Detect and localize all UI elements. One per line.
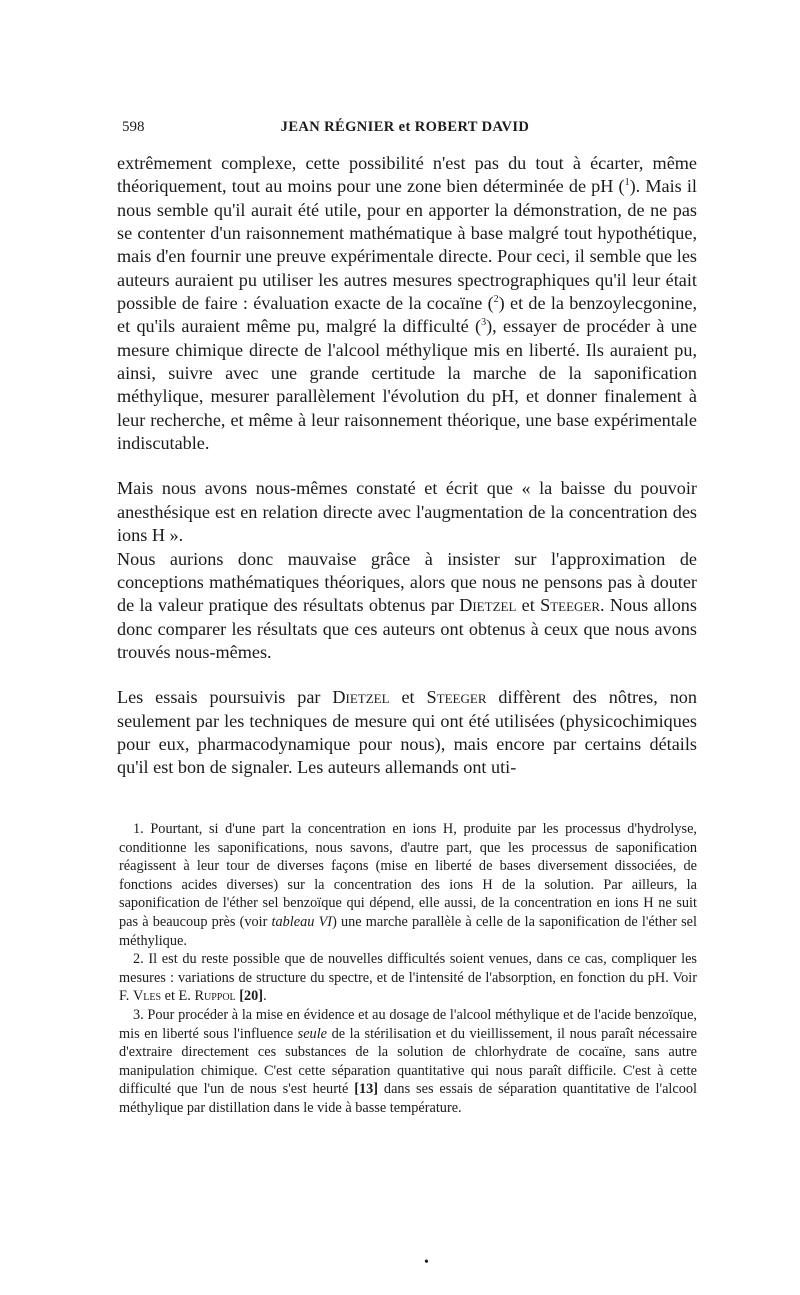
- footnote-2: [119, 950, 697, 1006]
- fn3-text-c: dans ses essais de séparation quantitative de l'alcool méthylique par distillation dans le vide à basse température.: [119, 1081, 697, 1116]
- footnote-1: [119, 820, 697, 950]
- author-name: Vles: [132, 988, 162, 1005]
- fn3-text-b: de la stérilisation et du vieillissement, il nous paraît nécessaire d'extraire directement ces substances de la solution de chlorhydrate de cocaïne, sans autre manipulation chimique. C'est cette séparation quantitative qui nous paraît difficile. C'est à cette difficulté que l'un de nous s'est heurté: [119, 1025, 697, 1098]
- fn3-emphasis: seule: [297, 1025, 328, 1042]
- p3-text-a: Nous aurions donc mauvaise grâce à insister sur l'approximation de conceptions mathématiques théoriques, alors que nous ne pensons pas à douter de la valeur pratique des résultats obtenus par: [117, 548, 697, 616]
- citation-ref: [13]: [354, 1081, 379, 1098]
- author-name: Dietzel: [332, 687, 390, 708]
- p4-text-a: Les essais poursuivis par: [117, 687, 333, 708]
- p1-text-a: extrêmement complexe, cette possibilité n'est pas du tout à écarter, même théoriquement, tout au moins pour une zone bien déterminée de pH (: [117, 153, 697, 197]
- main-text: [117, 152, 697, 780]
- paragraph-4: [117, 686, 697, 779]
- author-name: Ruppol: [194, 988, 236, 1005]
- author-name: Steeger: [426, 687, 487, 708]
- fn1-table-ref: tableau VI: [271, 913, 333, 930]
- fn2-text-b: .: [263, 988, 267, 1005]
- fn2-mid: et E.: [161, 988, 195, 1005]
- p3-text-b: . Nous allons donc comparer les résultats que ces auteurs ont obtenus à ceux que nous avons trouvés nous-mêmes.: [117, 595, 697, 662]
- footnote-ref-3: 3: [481, 317, 487, 329]
- author-name: Dietzel: [459, 595, 517, 616]
- footnote-3: [119, 1006, 697, 1118]
- running-header: [122, 119, 688, 143]
- footnote-ref-2: 2: [493, 294, 499, 305]
- paragraph-3: [117, 548, 697, 665]
- fn1-text-a: 1. Pourtant, si d'une part la concentration en ions H, produite par les processus d'hydrolyse, conditionne les saponifications, nous savons, d'autre part, que les processus de saponification réagissent à leur tour de diverses façons (mise en liberté de bases diversement dissociées, de fonctions acides diverses) sur la concentration des ions H de la solution. Par ailleurs, la saponification de l'éther sel benzoïque qui dépend, elle aussi, de la concentration en ions H ne suit pas à beaucoup près (voir: [119, 821, 697, 930]
- p1-text-b: ). Mais il nous semble qu'il aurait été utile, pour en apporter la démonstration, de ne pas se contenter d'un raisonnement mathématique à base malgré tout hypothétique, mais d'en fournir une preuve expérimentale directe. Pour ceci, il semble que les auteurs auraient pu utiliser les autres mesures spectrographiques qu'il leur était possible de faire : évaluation exacte de la cocaïne (: [117, 176, 697, 314]
- fn3-text-a: 3. Pour procéder à la mise en évidence et au dosage de l'alcool méthylique et de l'acide benzoïque, mis en liberté sous l'influence: [119, 1006, 697, 1042]
- p3-and: et: [516, 595, 541, 616]
- running-title: JEAN RÉGNIER et ROBERT DAVID: [280, 119, 530, 135]
- fn2-text-a: 2. Il est du reste possible que de nouvelles difficultés soient venues, dans ce cas, compliquer les mesures : variations de structure du spectre, et de l'intensité de l'absorption, en fonction du pH. Voir F.: [119, 951, 697, 1005]
- p4-and: et: [389, 687, 427, 708]
- p1-text-d: ), essayer de procéder à une mesure chimique directe de l'alcool méthylique mis en liberté. Ils auraient pu, ainsi, suivre avec une grande certitude la marche de la saponification méthylique, mesurer parallèlement l'évolution du pH, et donner finalement à leur recherche, et même à leur raisonnement théorique, une base expérimentale indiscutable.: [117, 316, 697, 454]
- citation-ref: [20]: [235, 988, 264, 1005]
- paragraph-1: [117, 152, 697, 455]
- paragraph-2: Mais nous avons nous-mêmes constaté et écrit que « la baisse du pouvoir anesthésique est en relation directe avec l'augmentation de la concentration des ions H ».: [117, 478, 697, 546]
- p4-text-b: diffèrent des nôtres, non seulement par les techniques de mesure qui ont été utilisées (physicochimiques pour eux, pharmacodynamique pour nous), mais encore par certains détails qu'il est bon de signaler. Les auteurs allemands ont uti-: [117, 687, 697, 778]
- author-name: Steeger: [540, 595, 601, 616]
- bottom-mark: •: [424, 1255, 429, 1270]
- p1-text-c: ) et de la benzoylecgonine, et qu'ils auraient même pu, malgré la difficulté (: [117, 293, 697, 337]
- fn1-text-b: ) une marche parallèle à celle de la saponification de l'éther sel méthylique.: [119, 913, 697, 949]
- page-number: 598: [122, 119, 145, 135]
- footnotes: [119, 820, 697, 1118]
- footnote-ref-1: 1: [624, 177, 630, 189]
